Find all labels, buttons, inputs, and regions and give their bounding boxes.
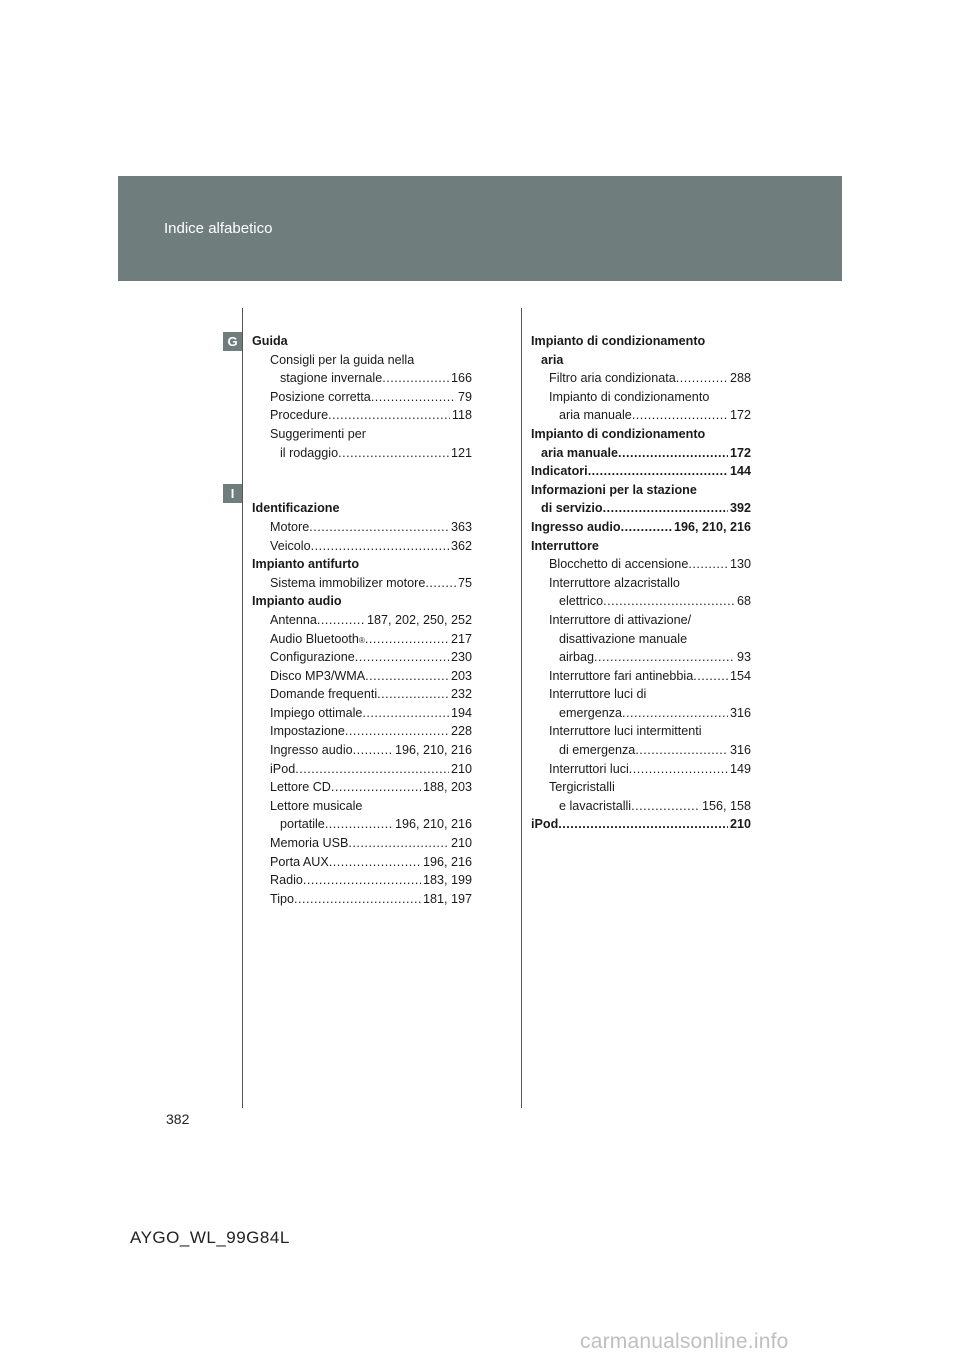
index-entry [531, 722, 751, 741]
entry-page-ref: 196, 210, 216 [394, 743, 472, 758]
entry-text: iPod [270, 761, 296, 776]
entry-text: Interruttore [531, 538, 599, 553]
entry-text: Filtro aria condizionata [549, 371, 676, 386]
entry-page-ref: 149 [729, 761, 751, 776]
dot-leader [622, 704, 728, 723]
column-divider-middle [521, 308, 522, 1108]
index-entry: Audio Bluetooth ® ..... 217 [252, 630, 472, 649]
dot-leader [618, 444, 728, 463]
entry-text: Tipo [270, 891, 295, 906]
index-entry [252, 685, 472, 704]
entry-page-ref: 79 [457, 389, 472, 404]
entry-text: Configurazione [270, 650, 355, 665]
index-entry [252, 592, 472, 611]
index-entry [252, 369, 472, 388]
entry-page-ref: 130 [729, 557, 751, 572]
entry-text: Interruttore luci intermittenti [549, 724, 702, 739]
dot-leader [365, 630, 449, 649]
index-entry [531, 444, 751, 463]
entry-page-ref: 154 [729, 668, 751, 683]
index-entry [531, 760, 751, 779]
dot-leader [425, 574, 456, 593]
dot-leader [693, 667, 728, 686]
group-spacer [252, 462, 472, 481]
entry-text: Porta AUX [270, 854, 329, 869]
index-entry [252, 388, 472, 407]
dot-leader [377, 685, 449, 704]
entry-text: Antenna [270, 612, 317, 627]
entry-text: portatile [280, 817, 325, 832]
dot-leader [328, 406, 450, 425]
index-entry [531, 648, 751, 667]
dot-leader [603, 499, 728, 518]
entry-text: Interruttori luci [549, 761, 629, 776]
entry-text: Impiego ottimale [270, 705, 363, 720]
index-entry [252, 406, 472, 425]
entry-text: Sistema immobilizer motore [270, 575, 426, 590]
index-entry [252, 611, 472, 630]
section-header [118, 176, 842, 281]
dot-leader [688, 555, 728, 574]
entry-page-ref: 121 [450, 445, 472, 460]
index-entry [252, 667, 472, 686]
index-entry [531, 537, 751, 556]
entry-page-ref: 172 [729, 408, 751, 423]
index-entry [531, 425, 751, 444]
index-entry [252, 555, 472, 574]
index-entry [252, 332, 472, 351]
entry-text: Ingresso audio [531, 519, 621, 534]
index-entry [531, 797, 751, 816]
dot-leader [635, 741, 728, 760]
column-divider-left [242, 308, 243, 1108]
index-entry [252, 834, 472, 853]
index-entry [531, 499, 751, 518]
entry-page-ref: 316 [729, 705, 751, 720]
dot-leader [295, 760, 449, 779]
dot-leader [303, 871, 421, 890]
index-entry [531, 369, 751, 388]
entry-page-ref: 196, 210, 216 [673, 519, 751, 534]
entry-page-ref: 68 [736, 594, 751, 609]
entry-page-ref: 228 [450, 724, 472, 739]
entry-text: il rodaggio [280, 445, 339, 460]
letter-tab-i: I [223, 484, 242, 503]
entry-text: Tergicristalli [549, 780, 615, 795]
index-entry [531, 667, 751, 686]
entry-text: Interruttore di attivazione/ [549, 612, 692, 627]
dot-leader [329, 853, 421, 872]
entry-text: aria [541, 352, 564, 367]
entry-text: Audio Bluetooth [270, 631, 359, 646]
index-entry [252, 760, 472, 779]
entry-text: aria manuale [559, 408, 632, 423]
index-entry [531, 704, 751, 723]
entry-text: e lavacristalli [559, 798, 632, 813]
dot-leader [558, 815, 728, 834]
entry-page-ref: 362 [450, 538, 472, 553]
index-entry [531, 611, 751, 630]
entry-text: Impianto di condizionamento [531, 426, 706, 441]
entry-text: Informazioni per la stazione [531, 482, 697, 497]
entry-text: Interruttore alzacristallo [549, 575, 680, 590]
entry-text: Suggerimenti per [270, 426, 366, 441]
entry-text: Ingresso audio [270, 743, 353, 758]
entry-text: Interruttore luci di [549, 687, 647, 702]
page-number: 382 [166, 1111, 190, 1127]
index-group-right [531, 332, 751, 834]
entry-page-ref: 196, 216 [422, 854, 472, 869]
entry-page-ref: 93 [736, 650, 751, 665]
entry-page-ref: 118 [451, 408, 472, 423]
dot-leader [629, 760, 728, 779]
entry-page-ref: 230 [450, 650, 472, 665]
index-group-i [252, 499, 472, 908]
index-group-g [252, 332, 472, 462]
index-entry [252, 778, 472, 797]
dot-leader [338, 444, 449, 463]
dot-leader [676, 369, 728, 388]
entry-text: Procedure [270, 408, 329, 423]
index-entry [531, 406, 751, 425]
index-entry [531, 481, 751, 500]
entry-page-ref: 188, 203 [422, 780, 472, 795]
dot-leader [348, 834, 449, 853]
index-column-left [252, 332, 472, 908]
index-entry [252, 815, 472, 834]
dot-leader [325, 815, 393, 834]
entry-text: Impianto audio [252, 594, 342, 609]
entry-text: Domande frequenti [270, 687, 378, 702]
entry-text: stagione invernale [280, 371, 383, 386]
index-entry [531, 630, 751, 649]
entry-text: Impostazione [270, 724, 345, 739]
dot-leader [345, 722, 449, 741]
index-entry [252, 444, 472, 463]
index-entry [531, 592, 751, 611]
entry-text: Disco MP3/WMA [270, 668, 366, 683]
entry-page-ref: 392 [729, 501, 751, 516]
index-entry [531, 555, 751, 574]
entry-text: Veicolo [270, 538, 311, 553]
entry-page-ref: 172 [729, 445, 751, 460]
entry-text: emergenza [559, 705, 623, 720]
section-title: Indice alfabetico [164, 220, 273, 237]
entry-text: di emergenza [559, 743, 636, 758]
dot-leader [588, 462, 728, 481]
dot-leader [631, 797, 700, 816]
entry-text: Blocchetto di accensione [549, 557, 689, 572]
entry-text: Lettore CD [270, 780, 331, 795]
entry-page-ref: 288 [729, 371, 751, 386]
entry-page-ref: 203 [450, 668, 472, 683]
dot-leader [371, 388, 456, 407]
entry-text: Posizione corretta [270, 389, 371, 404]
entry-page-ref: 156, 158 [701, 798, 751, 813]
entry-page-ref: 194 [450, 705, 472, 720]
entry-text: airbag [559, 650, 595, 665]
index-entry [531, 815, 751, 834]
entry-text: iPod [531, 817, 559, 832]
entry-page-ref: 181, 197 [422, 891, 472, 906]
entry-page-ref: 196, 210, 216 [394, 817, 472, 832]
dot-leader [621, 518, 672, 537]
entry-text: aria manuale [541, 445, 619, 460]
index-entry [531, 518, 751, 537]
entry-text: Motore [270, 519, 310, 534]
dot-leader [362, 704, 449, 723]
entry-page-ref: 232 [450, 687, 472, 702]
entry-text: Interruttore fari antinebbia [549, 668, 694, 683]
dot-leader [309, 518, 449, 537]
dot-leader [355, 648, 449, 667]
index-entry [252, 890, 472, 909]
entry-page-ref: 210 [450, 836, 472, 851]
dot-leader [353, 741, 393, 760]
dot-leader [365, 667, 449, 686]
index-entry [252, 722, 472, 741]
index-column-right [531, 332, 751, 834]
index-entry [252, 351, 472, 370]
dot-leader [603, 592, 735, 611]
index-entry [531, 351, 751, 370]
entry-text: Impianto di condizionamento [549, 389, 710, 404]
entry-page-ref: 75 [457, 575, 472, 590]
index-entry [252, 499, 472, 518]
index-entry [252, 425, 472, 444]
entry-text: Indicatori [531, 464, 588, 479]
entry-page-ref: 183, 199 [422, 873, 472, 888]
group-spacer [252, 481, 472, 500]
entry-page-ref: 363 [450, 519, 472, 534]
dot-leader [594, 648, 735, 667]
entry-text: Guida [252, 334, 288, 348]
index-entry [252, 648, 472, 667]
letter-tab-g: G [223, 332, 242, 351]
index-entry [252, 871, 472, 890]
entry-page-ref: 210 [450, 761, 472, 776]
index-entry [531, 574, 751, 593]
index-entry [531, 332, 751, 351]
entry-text: Memoria USB [270, 836, 349, 851]
entry-text: Identificazione [252, 501, 340, 516]
entry-page-ref: 210 [729, 817, 751, 832]
index-entry [252, 574, 472, 593]
entry-page-ref: 144 [729, 464, 751, 479]
index-entry [252, 704, 472, 723]
index-entry [531, 778, 751, 797]
entry-text: Impianto antifurto [252, 557, 360, 572]
index-entry [252, 853, 472, 872]
entry-text: disattivazione manuale [559, 631, 688, 646]
entry-text: elettrico [559, 594, 604, 609]
entry-text: Impianto di condizionamento [531, 334, 706, 348]
document-code: AYGO_WL_99G84L [130, 1228, 290, 1247]
dot-leader [632, 406, 728, 425]
entry-text: Radio [270, 873, 303, 888]
index-entry [252, 797, 472, 816]
index-entry [252, 518, 472, 537]
dot-leader [294, 890, 421, 909]
dot-leader [317, 611, 365, 630]
watermark: carmanualsonline.info [580, 1330, 789, 1353]
index-entry [531, 462, 751, 481]
entry-page-ref: 316 [729, 743, 751, 758]
entry-page-ref: 217 [450, 631, 472, 646]
dot-leader [331, 778, 421, 797]
entry-text: di servizio [541, 501, 603, 516]
entry-page-ref: 166 [450, 371, 472, 386]
entry-text: Consigli per la guida nella [270, 352, 415, 367]
index-entry [252, 741, 472, 760]
entry-page-ref: 187, 202, 250, 252 [366, 612, 472, 627]
index-entry [531, 388, 751, 407]
dot-leader [311, 537, 449, 556]
entry-text: Lettore musicale [270, 798, 363, 813]
index-entry [531, 741, 751, 760]
dot-leader [382, 369, 449, 388]
index-entry [252, 537, 472, 556]
index-entry [531, 685, 751, 704]
